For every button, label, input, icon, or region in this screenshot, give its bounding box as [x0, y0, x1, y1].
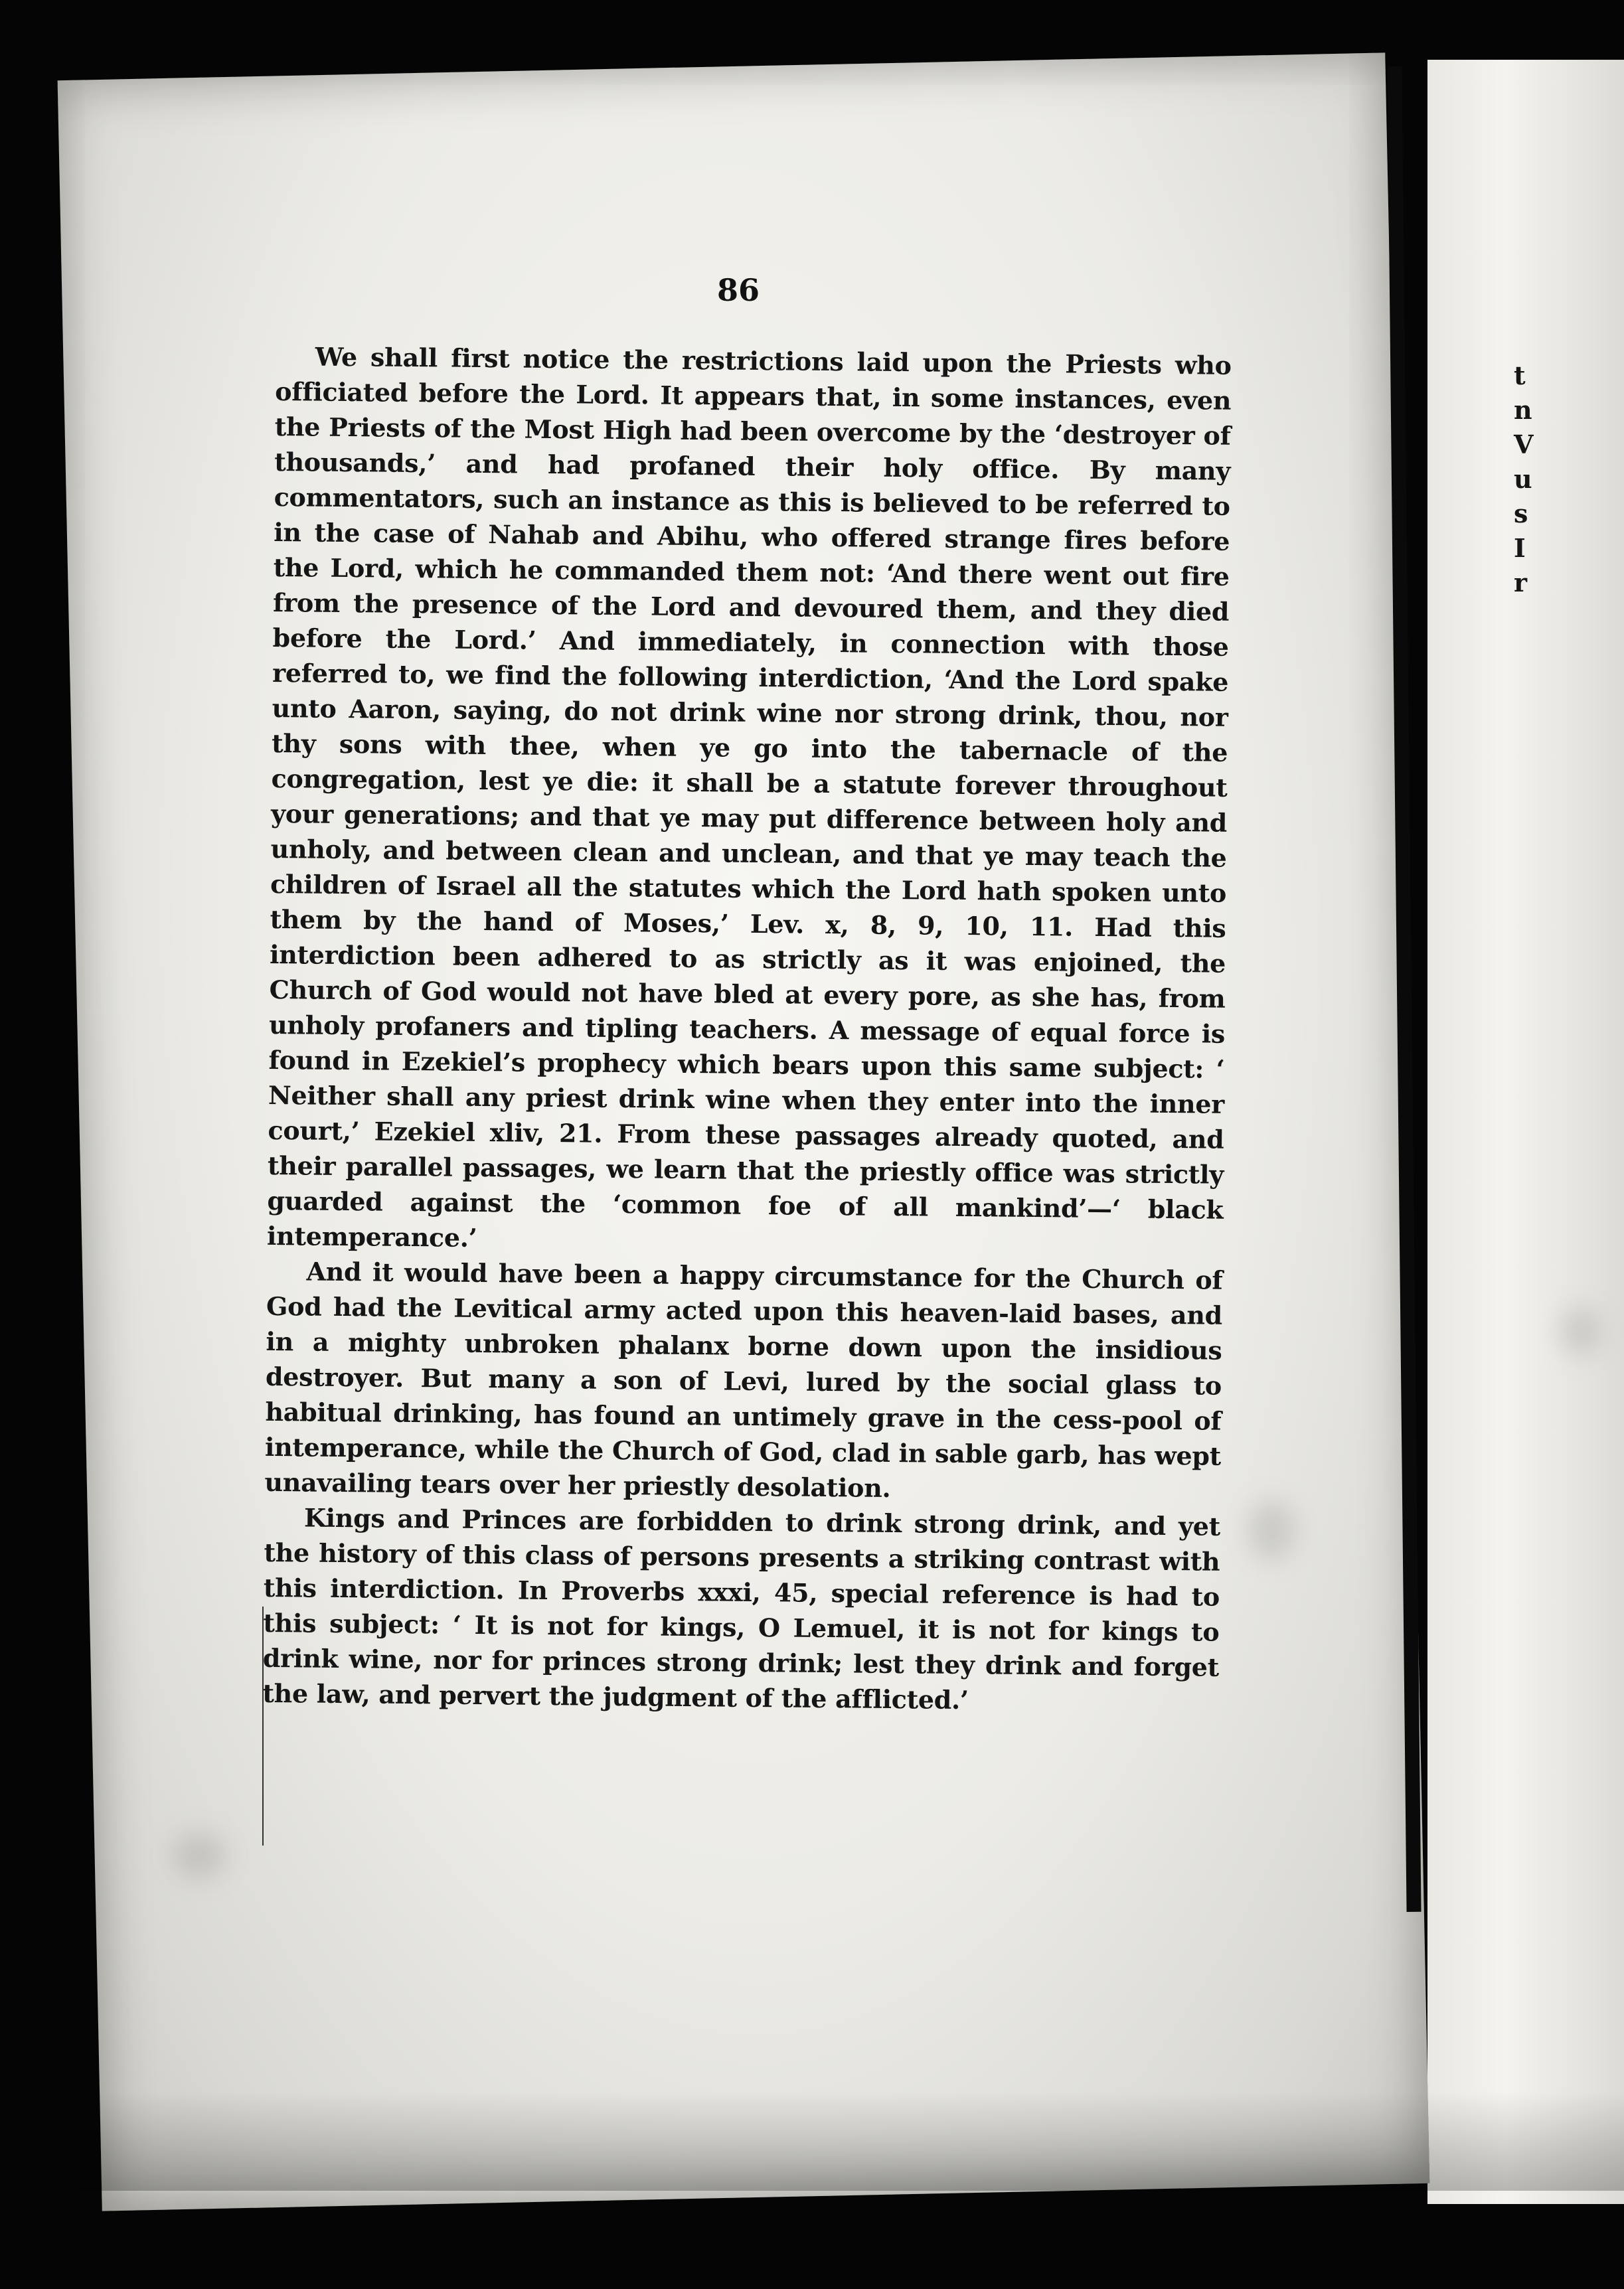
adjacent-page — [1427, 60, 1624, 2204]
fragment: r — [1514, 568, 1528, 597]
fragment: n — [1514, 395, 1532, 425]
ink-stain — [1248, 1500, 1295, 1560]
paragraph: We shall first notice the restrictions laid upon the Priests who officiated before the Lord. It appears that, in some instances, even the Priests of the Most High had been overcome by the ‘destroyer of thousands,’ and had profaned their holy office. By many commentators, such an instance as this is believed to be referred to in the case of Nahab and Abihu, who offered strange fires before the Lord, which he commanded them not: ‘And there went out fire from the presence of the Lord and devoured them, and they died before the Lord.’ And immediately, in connection with those referred to, we find the following interdiction, ‘And the Lord spake unto Aaron, saying, do not drink wine nor strong drink, thou, nor thy sons with thee, when ye go into the tabernacle of the congregation, lest ye die: it shall be a statute forever throughout your generations; and that ye may put difference between holy and unholy, and between clean and unclean, and that ye may teach the children of Israel all the statutes which the Lord hath spoken unto them by the hand of Moses,’ Lev. x, 8, 9, 10, 11. Had this interdiction been adhered to as strictly as it was enjoined, the Church of God would not have bled at every pore, as she has, from unholy profaners and tipling teachers. A message of equal force is found in Ezekiel’s prophecy which bears upon this same subject: ‘ Neither shall any priest drink wine when they enter into the inner court,’ Ezekiel xliv, 21. From these passages already quoted, and their parallel passages, we learn that the priestly office was strictly guarded against the ‘common foe of all mankind’—‘ black intemperance.’ — [266, 341, 1232, 1253]
fragment: t — [1514, 360, 1526, 390]
paragraph: And it would have been a happy circumstance for the Church of God had the Levitical army acted upon this heaven-laid bases, and in a mighty unbroken phalanx borne down upon the insidious destroyer. But many a son of Levi, lured by the social glass to habitual drinking, has found an untimely grave in the cess-pool of intemperance, while the Church of God, clad in sable garb, has wept unavailing tears over her priestly desolation. — [264, 1256, 1223, 1503]
body-text — [262, 339, 1232, 1720]
page-bottom-shadow — [80, 2091, 1624, 2191]
paragraph: Kings and Princes are forbidden to drink strong drink, and yet the history of this class of persons presents a striking contrast with this interdiction. In Proverbs xxxi, 45, special reference is had to this subject: ‘ It is not for kings, O Lemuel, it is not for kings to drink wine, nor for princes strong drink; lest they drink and forget the law, and pervert the judgment of the afflicted.’ — [262, 1502, 1221, 1715]
fragment: V — [1514, 430, 1534, 459]
fragment: s — [1514, 499, 1528, 528]
adjacent-page-text-fragments — [1514, 358, 1533, 600]
fragment: u — [1514, 464, 1532, 494]
ink-stain — [1560, 1308, 1600, 1354]
ink-stain — [173, 1832, 226, 1879]
page-number: 86 — [717, 272, 760, 308]
fragment: I — [1514, 533, 1526, 563]
margin-bracket-mark — [262, 1607, 270, 1846]
